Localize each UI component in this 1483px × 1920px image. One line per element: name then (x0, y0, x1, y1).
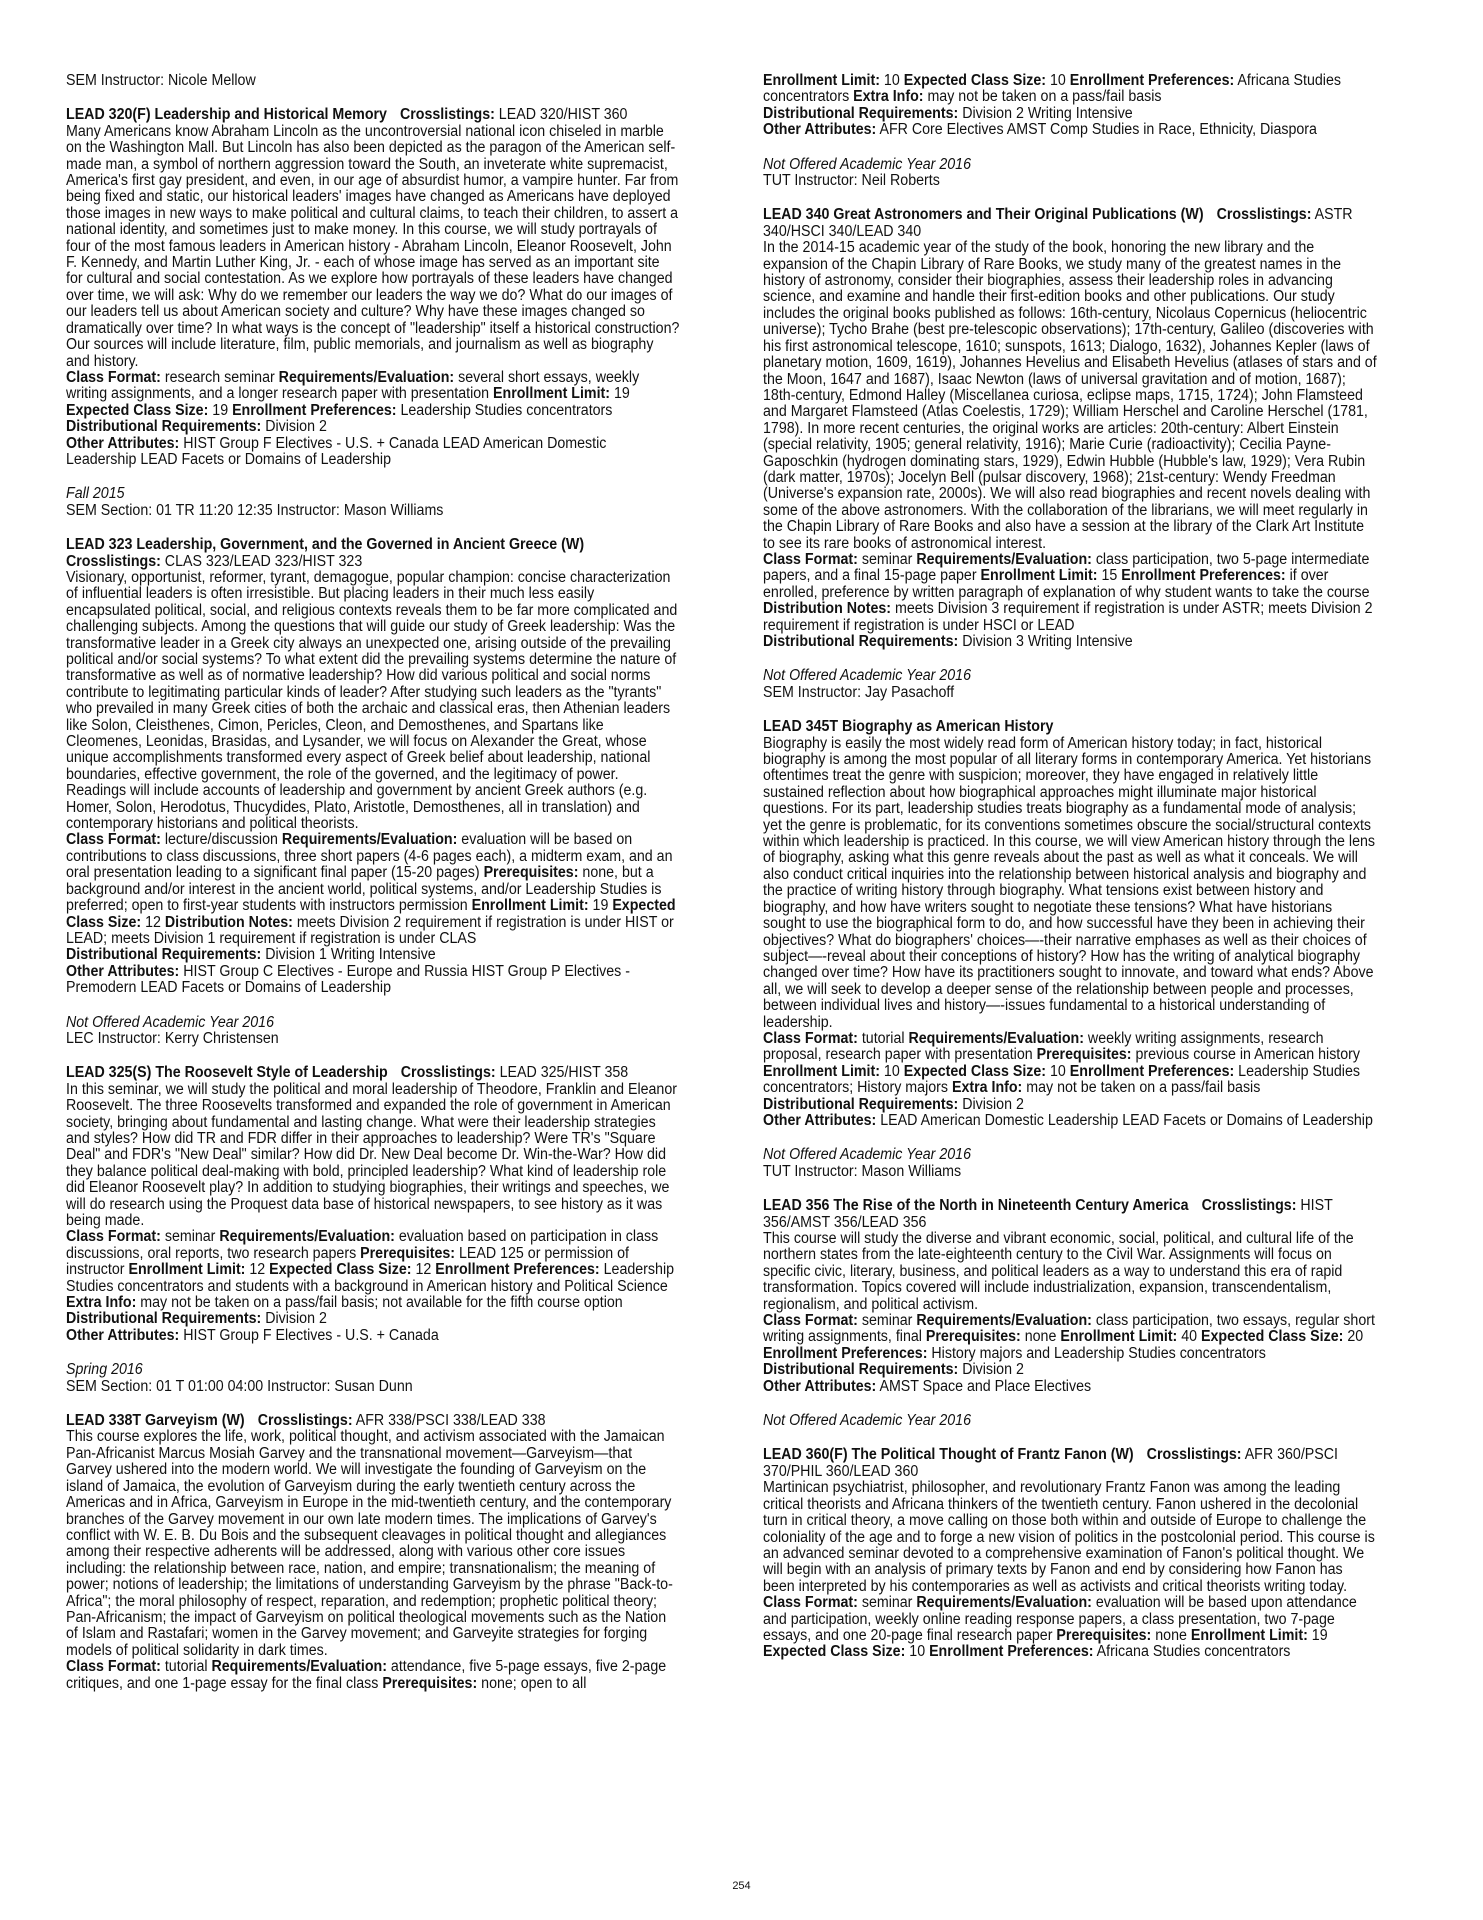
detail-value: meets Division 3 requirement if registration is under ASTR; meets Division 2 requirement if registration is under HSCI or LEAD (763, 600, 1373, 634)
detail-label: Class Format: (763, 550, 858, 568)
other-attributes (66, 964, 680, 997)
detail-value: Leadership Studies concentrators and students with a background in American history and Political Science (66, 1261, 675, 1295)
detail-label: Enrollment Limit: (471, 897, 589, 915)
section-info: SEM Instructor: Jay Pasachoff (763, 683, 955, 701)
dist-label: Distributional Requirements: (763, 1361, 959, 1379)
detail-value: research seminar (160, 368, 279, 386)
course-details (763, 1595, 1377, 1661)
distributional-requirements (763, 1362, 1377, 1378)
left-column (66, 73, 680, 1710)
detail-value: attendance, five 5-page essays, five 2-page critiques, and one 1-page essay for the final class (66, 1658, 667, 1692)
distributional-requirements (66, 1311, 680, 1327)
detail-label: Distribution Notes: (164, 913, 293, 931)
other-label: Other Attributes: (763, 1377, 877, 1395)
detail-label: Requirements/Evaluation: (211, 1658, 387, 1676)
course-details (66, 832, 680, 947)
course-heading (763, 1447, 1377, 1480)
crosslist-label: Crosslistings: (1216, 206, 1312, 224)
detail-label: Requirements/Evaluation: (219, 1228, 395, 1246)
detail-label: Class Format: (763, 1594, 858, 1612)
detail-value: Leadership Studies concentrators (396, 401, 613, 419)
course-description: Biography is easily the most widely read form of American history today; in fact, historical biography is among the most popular of all literary forms in contemporary America. Yet historians oftentimes treat the genre with suspicion; moreover, they have engaged in relatively little sustained reflection about how biographical approaches might illuminate major historical questions. For its part, leadership studies treats biography as a fundamental mode of analysis; yet the genre is problematic, for its conventions sometimes obscure the social/structural contexts within which leadership is practiced. In this course, we will view American history through the lens of biography, asking what this genre reveals about the past as well as what it conceals. We will also conduct critical inquiries into the relationship between historical analysis and biography and the practice of writing history through biography. What tensions exist between history and biography, and how have writers sought to negotiate these tensions? What have historians sought to use the biographical form to do, and how successful have they been in achieving their objectives? What do biographers' choices—-their narrative emphases as well as their choices of subject—-reveal about their conceptions of history? How has the writing of analytical biography changed over time? How have its practitioners sought to innovate, and toward what ends? Above all, we will seek to develop a deeper sense of the relationship between people and processes, between individual lives and history—-issues fundamental to a historical understanding of leadership. (763, 734, 1376, 1031)
detail-label: Enrollment Limit: (1060, 1328, 1178, 1346)
course-title: LEAD 345T Biography as American History (763, 718, 1054, 736)
other-label: Other Attributes: (66, 434, 180, 452)
detail-value: class participation, two 5-page intermediate papers, and a final 15-page paper (763, 550, 1370, 585)
detail-label: Requirements/Evaluation: (916, 1312, 1092, 1330)
detail-label: Prerequisites: (925, 1328, 1021, 1346)
course-title: LEAD 360(F) The Political Thought of Frantz Fanon (W) (763, 1446, 1134, 1464)
detail-label: Expected Class Size: (1201, 1328, 1344, 1346)
detail-label: Prerequisites: (1056, 1626, 1152, 1644)
detail-value: Leadership Studies concentrators; History majors (763, 1062, 1360, 1097)
course-entry (763, 1198, 1377, 1429)
crosslist-value: LEAD 320/HIST 360 (494, 106, 628, 124)
term-offering: Not Offered Academic Year 2016 (763, 667, 971, 685)
term-offering: Not Offered Academic Year 2016 (763, 1412, 971, 1430)
section-info: SEM Section: 01 T 01:00 04:00 Instructor: Susan Dunn (66, 1377, 413, 1395)
detail-value: 19 (610, 385, 630, 403)
crosslist-value: AFR 338/PSCI 338/LEAD 338 (352, 1412, 546, 1430)
course-continuation (763, 73, 1377, 189)
crosslist-label: Crosslistings: (1146, 1446, 1242, 1464)
detail-label: Enrollment Limit: (763, 72, 880, 89)
other-label: Other Attributes: (66, 962, 180, 980)
detail-label: Requirements/Evaluation: (908, 1029, 1084, 1047)
course-details (66, 1229, 680, 1311)
other-attributes (763, 122, 1377, 138)
page-number: 254 (732, 1880, 751, 1892)
detail-value: none (1020, 1328, 1061, 1346)
detail-value: Africana Studies concentrators (1093, 1643, 1291, 1661)
crosslist-value: AFR 360/PSCI 370/PHIL 360/LEAD 360 (763, 1446, 1339, 1480)
crosslist-label: Crosslistings: (257, 1412, 353, 1430)
crosslist-label: Crosslistings: (399, 106, 495, 124)
other-attributes (763, 1113, 1377, 1129)
course-title: LEAD 338T Garveyism (W) (66, 1412, 245, 1430)
detail-label: Expected Class Size: (903, 1062, 1047, 1080)
detail-label: Distribution Notes: (763, 600, 892, 618)
course-details (66, 370, 680, 419)
detail-label: Requirements/Evaluation: (278, 368, 455, 386)
detail-value: 20 (1343, 1328, 1364, 1346)
detail-label: Enrollment Preferences: (232, 401, 397, 419)
detail-value: LEAD 125 or permission of instructor (66, 1244, 629, 1279)
detail-label: Extra Info: (66, 1294, 137, 1312)
course-title: LEAD 340 Great Astronomers and Their Original Publications (W) (763, 206, 1204, 224)
detail-value: weekly writing assignments, research proposal, research paper with presentation (763, 1029, 1324, 1064)
course-entry (66, 107, 680, 519)
course-title: LEAD 325(S) The Roosevelt Style of Leadership (66, 1064, 388, 1082)
detail-label: Enrollment Limit: (980, 567, 1098, 585)
dist-label: Distributional Requirements: (763, 633, 959, 650)
course-details (763, 1031, 1377, 1097)
detail-value: 12 (411, 1261, 436, 1279)
course-description: This course will study the diverse and vibrant economic, social, political, and cultural life of the northern states from the late-eighteenth century to the Civil War. Assignments will focus on specific civic, literary, business, and political leaders as a way to understand this era of rapid transformation. Topics covered will include industrialization, expansion, transcendentalism, regionalism, and political activism. (763, 1230, 1354, 1313)
course-details (763, 73, 1377, 106)
dist-value: Division 2 Writing Intensive (958, 104, 1133, 122)
distributional-requirements (763, 634, 1377, 650)
detail-value: class participation, two essays, regular short writing assignments, final (763, 1312, 1375, 1346)
detail-label: Enrollment Preferences: (1069, 1062, 1235, 1080)
section-info: SEM Section: 01 TR 11:20 12:35 Instructor: Mason Williams (66, 501, 444, 519)
dist-value: Division 2 (261, 418, 327, 436)
distributional-requirements (66, 947, 680, 963)
detail-value: 10 (1046, 72, 1070, 89)
detail-value: 40 (1177, 1328, 1202, 1346)
dist-value: Division 2 (958, 1361, 1024, 1379)
detail-value: 12 (245, 1261, 270, 1279)
detail-value: meets Division 2 requirement if registration is under HIST or LEAD; meets Division 1 requirement if registration is under CLAS (66, 913, 674, 947)
dist-value: Division 1 Writing Intensive (261, 946, 436, 964)
detail-label: Enrollment Preferences: (1069, 72, 1235, 89)
detail-label: Prerequisites: (360, 1244, 456, 1262)
detail-label: Enrollment Limit: (128, 1261, 246, 1279)
detail-value: seminar (857, 550, 917, 568)
detail-label: Requirements/Evaluation: (281, 831, 458, 849)
crosslist-label: Crosslistings: (1201, 1197, 1297, 1215)
detail-value: 10 (1046, 1062, 1070, 1080)
course-title: LEAD 356 The Rise of the North in Nineteenth Century America (763, 1197, 1189, 1215)
dist-label: Distributional Requirements: (66, 418, 262, 436)
detail-value: may not be taken on a pass/fail basis; not available for the fifth course option (136, 1294, 623, 1312)
course-details (763, 1313, 1377, 1362)
course-entry (763, 207, 1377, 701)
crosslist-value: LEAD 325/HIST 358 (495, 1064, 629, 1082)
distributional-requirements (66, 419, 680, 435)
course-entry (763, 719, 1377, 1180)
detail-label: Requirements/Evaluation: (916, 550, 1092, 568)
course-description: In this seminar, we will study the political and moral leadership of Theodore, Franklin and Eleanor Roosevelt. The three Roosevelts transformed and expanded the role of government in American society, bringing about fundamental and lasting change. What were their leadership strategies and styles? How did TR and FDR differ in their approaches to leadership? Were TR's "Square Deal" and FDR's "New Deal" similar? How did Dr. New Deal become Dr. Win-the-War? How did they balance political deal-making with bold, principled leadership? What kind of leadership role did Eleanor Roosevelt play? In addition to studying biographies, their writings and speeches, we will do research using the Proquest data base of historical newspapers, to see history as it was being made. (66, 1080, 677, 1229)
course-entry (66, 1413, 680, 1692)
course-description: Martinican psychiatrist, philosopher, and revolutionary Frantz Fanon was among the leading critical theorists and Africana thinkers of the twentieth century. Fanon ushered in the decolonial turn in critical theory, a move calling on those both within and outside of Europe to challenge the coloniality of the age and to forge a new vision of politics in the postcolonial period. This course is an advanced seminar devoted to a comprehensive examination of Fanon's political thought. We will begin with an analysis of primary texts by Fanon and end by considering how Fanon has been interpreted by his contemporaries as well as activists and critical theorists writing today. (763, 1479, 1375, 1595)
course-description: In the 2014-15 academic year of the study of the book, honoring the new library and the expansion of the Chapin Library of Rare Books, we study many of the greatest names in the history of astronomy, consider their biographies, assess their leadership roles in advancing science, and examine and handle their first-edition books and other publications. Our study includes the original books published as follows: 16th-century, Nicolaus Copernicus (heliocentric universe); Tycho Brahe (best pre-telescopic observations); 17th-century, Galileo (discoveries with his first astronomical telescope, 1610; sunspots, 1613; Dialogo, 1632), Johannes Kepler (laws of planetary motion, 1609, 1619), Johannes Hevelius and Elisabeth Hevelius (atlases of stars and of the Moon, 1647 and 1687), Isaac Newton (laws of universal gravitation and of motion, 1687); 18th-century, Edmond Halley (Miscellanea curiosa, eclipse maps, 1715, 1724); John Flamsteed and Margaret Flamsteed (Atlas Coelestis, 1729); William Herschel and Caroline Herschel (1781, 1798). In more recent centuries, the original works are articles: 20th-century: Albert Einstein (special relativity, 1905; general relativity, 1916); Marie Curie (radioactivity); Cecilia Payne-Gaposchkin (hydrogen dominating stars, 1929), Edwin Hubble (Hubble's law, 1929); Vera Rubin (dark matter, 1970s); Jocelyn Bell (pulsar discovery, 1968); 21st-century: Wendy Freedman (Universe's expansion rate, 2000s). We will also read biographies and recent novels dealing with some of the above astronomers. With the collaboration of the librarians, we will meet regularly in the Chapin Library of Rare Books and also have a session at the library of the Clark Art Institute to see its rare books of astronomical interest. (763, 239, 1377, 552)
detail-value: 12 (141, 913, 165, 931)
detail-value: 10 (879, 72, 904, 89)
course-title: LEAD 323 Leadership, Government, and the Governed in Ancient Greece (W) (66, 536, 585, 554)
dist-label: Distributional Requirements: (763, 1095, 959, 1113)
detail-value: evaluation will be based on contributions to class discussions, three short papers (4-6 pages each), a midterm exam, and an oral presentation leading to a significant final paper (15-20 pages) (66, 831, 673, 882)
other-attributes (66, 1328, 680, 1344)
right-column (763, 73, 1377, 1679)
course-heading (763, 719, 1377, 735)
other-label: Other Attributes: (66, 1326, 180, 1344)
term-offering: Not Offered Academic Year 2016 (763, 155, 971, 173)
detail-value: previous course in American history (1131, 1046, 1361, 1064)
detail-label: Prerequisites: (483, 864, 579, 882)
detail-label: Enrollment Limit: (493, 385, 611, 403)
term-offering: Not Offered Academic Year 2016 (763, 1146, 971, 1164)
detail-value: History majors and Leadership Studies concentrators (927, 1344, 1266, 1362)
course-heading (66, 107, 680, 123)
course-entry (66, 537, 680, 1047)
detail-label: Class Format: (763, 1312, 858, 1330)
detail-value: tutorial (160, 1658, 212, 1676)
detail-value: seminar (857, 1594, 917, 1612)
crosslist-value: ASTR 340/HSCI 340/LEAD 340 (763, 206, 1353, 240)
crosslist-value: CLAS 323/LEAD 323/HIST 323 (160, 552, 363, 570)
detail-label: Expected Class Size: (269, 1261, 412, 1279)
detail-value: tutorial (857, 1029, 909, 1047)
detail-label: Enrollment Limit: (763, 1062, 880, 1080)
detail-value: 19 (1307, 1626, 1328, 1644)
course-heading (66, 537, 680, 570)
detail-value: seminar (160, 1228, 220, 1246)
dist-label: Distributional Requirements: (763, 104, 959, 122)
detail-value: none, but a background and/or interest in the ancient world, political systems, and/or Leadership Studies is preferred; open to first-year students with instructors permission (66, 864, 662, 915)
course-entry (763, 1447, 1377, 1660)
detail-value: may not be taken on a pass/fail basis (923, 88, 1162, 106)
dist-value: Division 2 (958, 1095, 1024, 1113)
detail-label: Expected Class Size: (66, 897, 676, 931)
term-offering: Fall 2015 (66, 485, 125, 503)
course-heading (763, 1198, 1377, 1231)
detail-label: Enrollment Preferences: (929, 1643, 1094, 1661)
detail-value: may not be taken on a pass/fail basis (1022, 1079, 1261, 1097)
detail-label: Enrollment Preferences: (763, 1344, 928, 1362)
course-description: This course explores the life, work, political thought, and activism associated with the Jamaican Pan-Africanist Marcus Mosiah Garvey and the transnational movement—Garveyism—that Garvey ushered into the modern world. We will investigate the founding of Garveyism on the island of Jamaica, the evolution of Garveyism during the early twentieth century across the Americas and in Africa, Garveyism in Europe in the mid-twentieth century, and the contemporary branches of the Garvey movement in our own late modern times. The implications of Garvey's conflict with W. E. B. Du Bois and the subsequent cleavages in political thought and allegiances among their respective adherents will be addressed, along with various other core issues including: the relationship between race, nation, and empire; transnationalism; the meaning of power; notions of leadership; the limitations of understanding Garveyism by the phrase "Back-to-Africa"; the moral philosophy of respect, reparation, and redemption; prophetic political theory; Pan-Africanism; the impact of Garveyism on political theological movements such as the Nation of Islam and Rastafari; women in the Garvey movement; and Garveyite strategies for forging models of political solidarity in dark times. (66, 1428, 673, 1659)
term-offering: Not Offered Academic Year 2016 (66, 1013, 274, 1031)
other-label: Other Attributes: (763, 121, 877, 139)
section-info: TUT Instructor: Mason Williams (763, 1162, 962, 1180)
detail-value: none (1151, 1626, 1191, 1644)
detail-label: Expected Class Size: (763, 1643, 906, 1661)
other-value: AFR Core Electives AMST Comp Studies in Race, Ethnicity, Diaspora (876, 121, 1317, 139)
detail-label: Class Format: (66, 831, 161, 849)
detail-label: Expected Class Size: (66, 401, 209, 419)
detail-value: 19 (208, 401, 233, 419)
detail-label: Expected Class Size: (903, 72, 1047, 89)
crosslist-label: Crosslistings: (66, 552, 161, 570)
detail-value: 10 (905, 1643, 930, 1661)
other-value: HIST Group F Electives - U.S. + Canada (179, 1326, 439, 1344)
detail-value: evaluation based on participation in class discussions, oral reports, two research papers (66, 1228, 659, 1262)
detail-label: Enrollment Preferences: (435, 1261, 600, 1279)
course-description: Visionary, opportunist, reformer, tyrant, demagogue, popular champion: concise characterization of influential leaders is often irresistible. But placing leaders in their much less easily encapsulated political, social, and religious contexts reveals them to be far more complicated and challenging subjects. Among the questions that will guide our study of Greek leadership: Was the transformative leader in a Greek city always an unexpected one, arising outside of the prevailing political and/or social systems? To what extent did the prevailing systems determine the nature of transformative as well as of normative leadership? How did various political and social norms contribute to legitimating particular kinds of leader? After studying such leaders as the "tyrants" who prevailed in many Greek cities of both the archaic and classical eras, then Athenian leaders like Solon, Cleisthenes, Cimon, Pericles, Cleon, and Demosthenes, and Spartans like Cleomenes, Leonidas, Brasidas, and Lysander, we will focus on Alexander the Great, whose unique accomplishments transformed every aspect of Greek belief about leadership, national boundaries, effective government, the role of the governed, and the legitimacy of power. Readings will include accounts of leadership and government by ancient Greek authors (e.g. Homer, Solon, Herodotus, Thucydides, Plato, Aristotle, Demosthenes, all in translation) and contemporary historians and political theorists. (66, 568, 678, 833)
crosslist-value: HIST 356/AMST 356/LEAD 356 (763, 1197, 1333, 1231)
section-info: LEC Instructor: Kerry Christensen (66, 1029, 279, 1047)
other-attributes (763, 1379, 1377, 1395)
distributional-requirements (763, 1097, 1377, 1113)
detail-value: several short essays, weekly writing assignments, and a longer research paper with presentation (66, 368, 640, 403)
section-info: TUT Instructor: Neil Roberts (763, 172, 940, 190)
course-heading (66, 1413, 680, 1429)
detail-value: 19 (588, 897, 613, 915)
detail-value: none; open to all (477, 1674, 587, 1692)
course-heading (763, 207, 1377, 240)
detail-label: Enrollment Limit: (1190, 1626, 1308, 1644)
intro-section-line: SEM Instructor: Nicole Mellow (66, 72, 256, 89)
detail-label: Prerequisites: (382, 1674, 478, 1692)
detail-label: Class Format: (66, 368, 161, 386)
course-heading (66, 1065, 680, 1081)
other-value: AMST Space and Place Electives (876, 1377, 1092, 1395)
detail-value: if over enrolled, preference by written paragraph of explanation of why student wants to take the course (763, 567, 1370, 601)
dist-label: Distributional Requirements: (66, 946, 262, 964)
crosslist-label: Crosslistings: (400, 1064, 496, 1082)
detail-label: Prerequisites: (1036, 1046, 1132, 1064)
detail-label: Class Format: (66, 1658, 161, 1676)
other-value: LEAD American Domestic Leadership LEAD Facets or Domains of Leadership (876, 1111, 1373, 1129)
course-details (66, 1659, 680, 1692)
other-attributes (66, 436, 680, 469)
detail-value: seminar (857, 1312, 917, 1330)
detail-value: evaluation will be based upon attendance and participation, weekly online reading response papers, a class presentation, two 7-page essays, and one 20-page final research paper (763, 1594, 1357, 1644)
detail-label: Extra Info: (951, 1079, 1023, 1097)
course-details (763, 552, 1377, 634)
detail-label: Class Format: (763, 1029, 858, 1047)
dist-value: Division 2 (261, 1310, 327, 1328)
term-offering: Spring 2016 (66, 1361, 143, 1379)
distributional-requirements (763, 106, 1377, 122)
detail-value: Africana Studies concentrators (763, 72, 1341, 106)
detail-label: Extra Info: (853, 88, 924, 106)
detail-label: Enrollment Preferences: (1121, 567, 1286, 585)
other-label: Other Attributes: (763, 1111, 877, 1129)
detail-value: lecture/discussion (160, 831, 282, 849)
course-title: LEAD 320(F) Leadership and Historical Memory (66, 106, 387, 124)
detail-value: 10 (879, 1062, 904, 1080)
other-value: HIST Group F Electives - U.S. + Canada LEAD American Domestic Leadership LEAD Facets or Domains of Leadership (66, 434, 607, 468)
other-value: HIST Group C Electives - Europe and Russia HIST Group P Electives - Premodern LEAD Facets or Domains of Leadership (66, 962, 630, 997)
course-description: Many Americans know Abraham Lincoln as the uncontroversial national icon chiseled in marble on the Washington Mall. But Lincoln has also been depicted as the paragon of the American self-made man, a symbol of northern aggression toward the South, an inveterate white supremacist, America's first gay president, and even, in our age of absurdist humor, a vampire hunter. Far from being fixed and static, our historical leaders' images have changed as Americans have deployed those images in new ways to make political and cultural claims, to teach their children, to assert a national identity, and sometimes just to make money. In this course, we will study portrayals of four of the most famous leaders in American history - Abraham Lincoln, Eleanor Roosevelt, John F. Kennedy, and Martin Luther King, Jr. - each of whose image has served as an important site for cultural and social contestation. As we explore how portrayals of these leaders have changed over time, we will ask: Why do we remember our leaders the way we do? What do our images of our leaders tell us about American society and culture? Why have these images changed so dramatically over time? In what ways is the concept of "leadership" itself a historical construction? Our sources will include literature, film, public memorials, and journalism as well as biography and history. (66, 122, 680, 370)
dist-value: Division 3 Writing Intensive (958, 633, 1133, 650)
course-entry (66, 1065, 680, 1395)
detail-value: 15 (1097, 567, 1122, 585)
dist-label: Distributional Requirements: (66, 1310, 262, 1328)
detail-label: Requirements/Evaluation: (916, 1594, 1092, 1612)
detail-label: Class Format: (66, 1228, 161, 1246)
